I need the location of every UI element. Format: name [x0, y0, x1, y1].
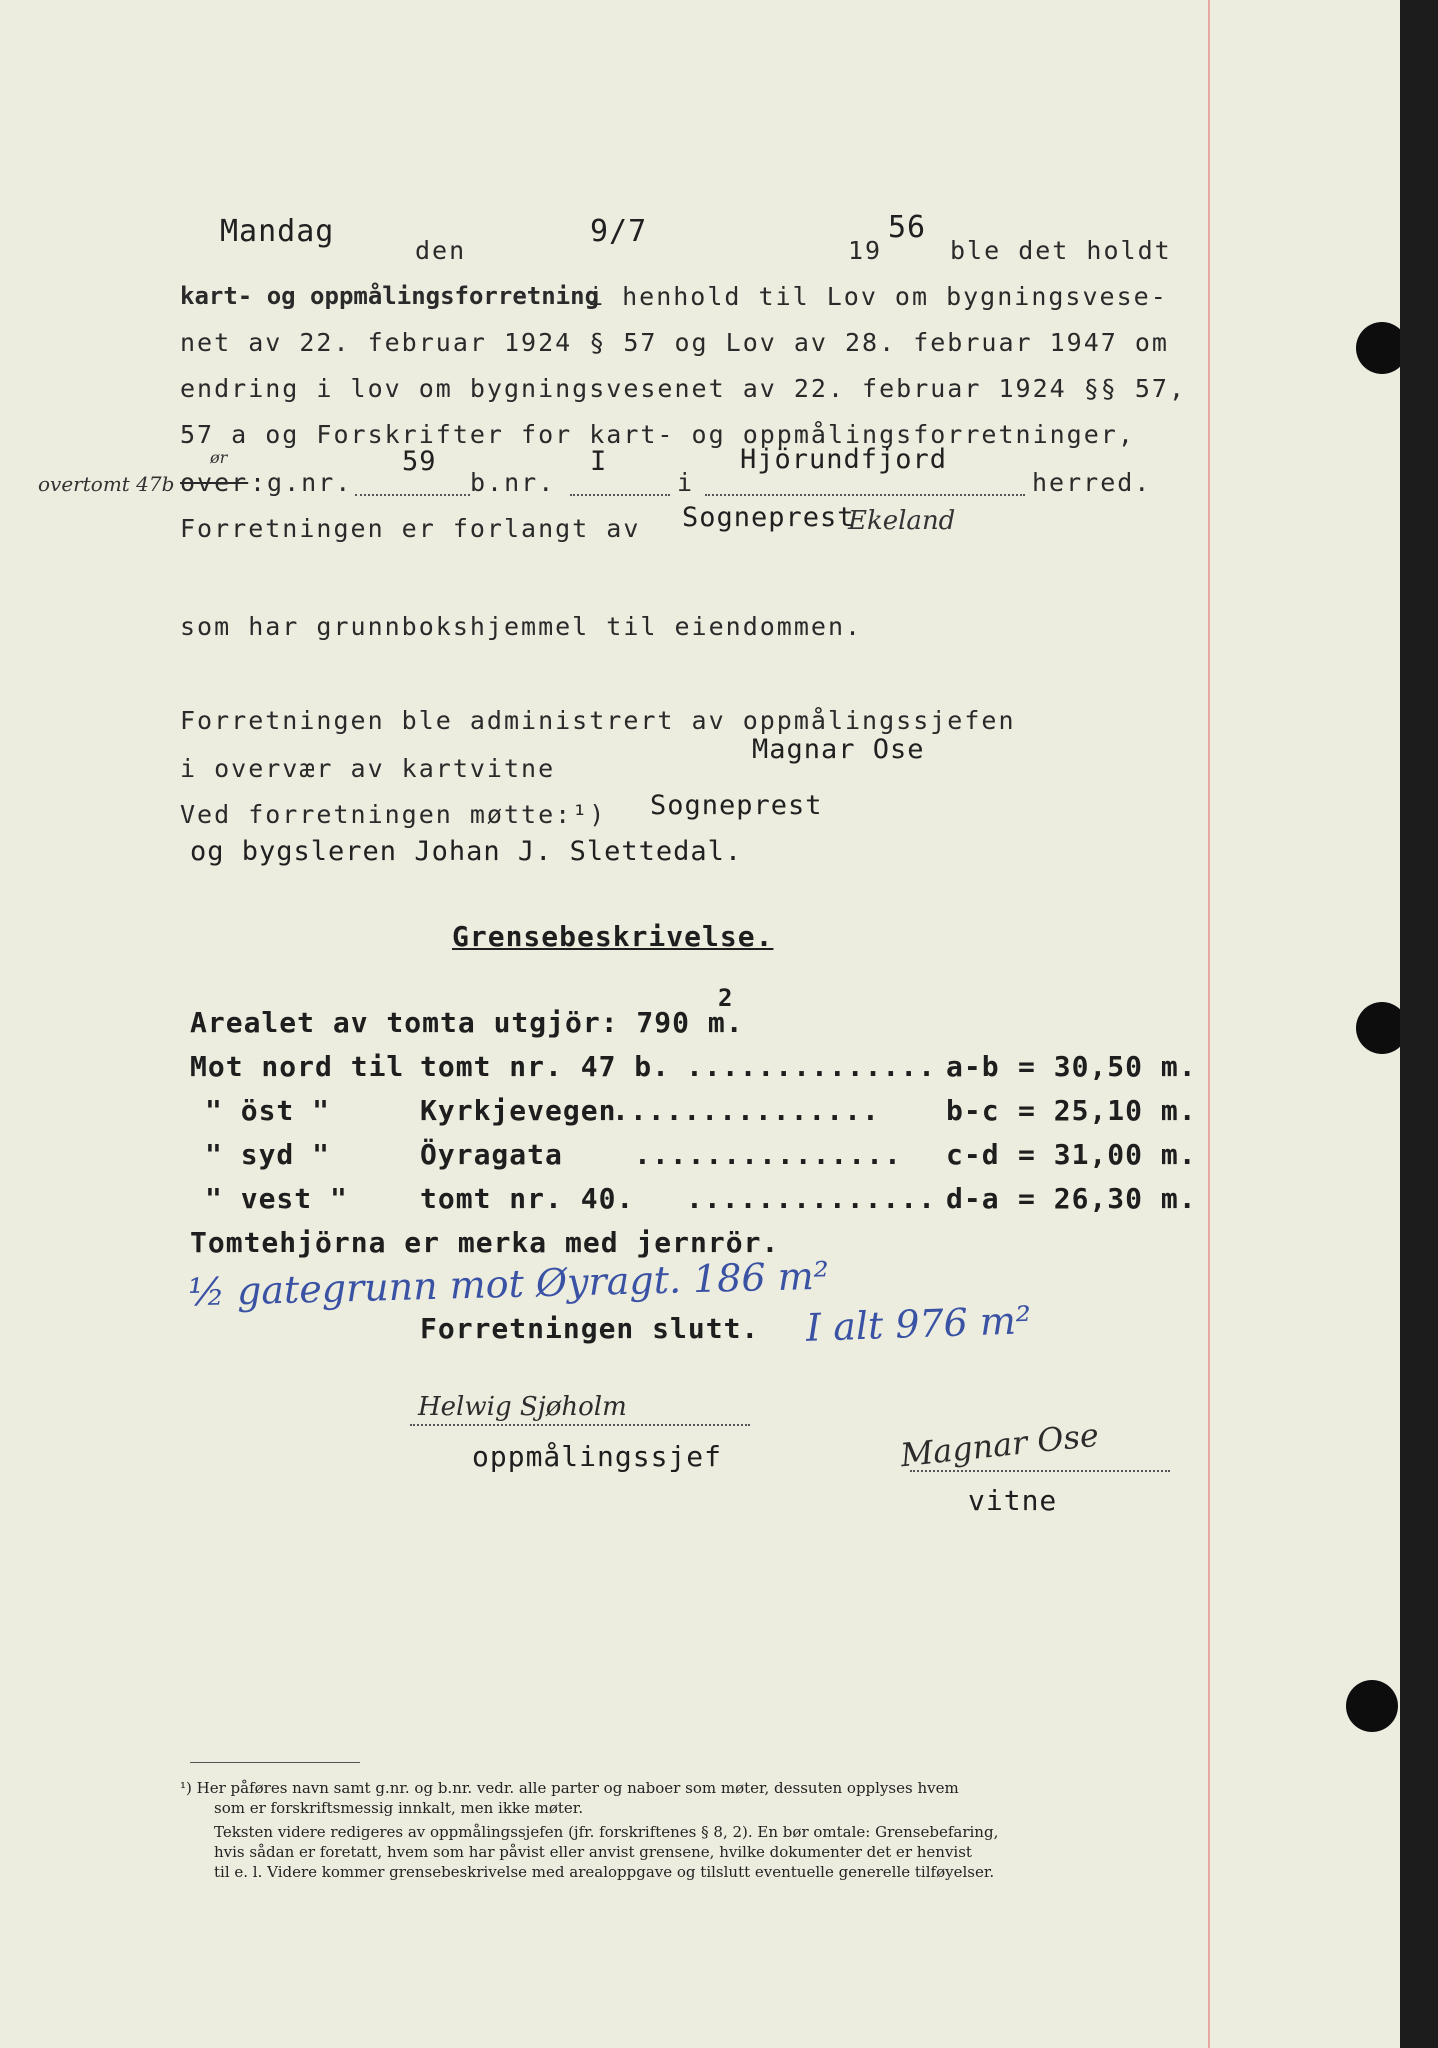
body-line: 57 a og Forskrifter for kart- og oppmålingsforretninger, [180, 420, 1135, 449]
grense-dots: .............. [686, 1050, 937, 1083]
den-label: den [415, 236, 467, 265]
grense-dots: ............... [634, 1138, 902, 1171]
ble-det-holdt: ble det holdt [950, 236, 1172, 265]
date: 9/7 [590, 214, 648, 249]
grense-desc: tomt nr. 40. [420, 1182, 635, 1215]
hand-total: I alt 976 m² [805, 1298, 1032, 1350]
margin-rule [1208, 0, 1210, 2048]
punch-hole [1356, 322, 1400, 374]
herred-label: herred. [1032, 468, 1152, 497]
kommune: Hjörundfjord [740, 444, 948, 475]
footnote-line: hvis sådan er foretatt, hvem som har påvist eller anvist grensene, hvilke dokumenter det er henvist [214, 1843, 972, 1861]
weekday: Mandag [220, 214, 335, 249]
kommune-dots [705, 494, 1025, 496]
punch-hole [1356, 1002, 1400, 1054]
year-suffix: 56 [888, 210, 927, 245]
grense-desc: tomt nr. 47 b. [420, 1050, 671, 1083]
left-sig-dots [410, 1424, 750, 1426]
grunnbok-line: som har grunnbokshjemmel til eiendommen. [180, 612, 863, 641]
gnr-value: 59 [402, 446, 437, 477]
requested-hand: Ekeland [848, 506, 956, 536]
witness-name: Magnar Ose [752, 734, 925, 765]
admin-line2: i overvær av kartvitne [180, 754, 556, 783]
year-prefix: 19 [848, 236, 883, 265]
bnr-label: b.nr. [470, 468, 556, 497]
requested-label: Forretningen er forlangt av [180, 514, 641, 543]
closing-line: Forretningen slutt. [420, 1312, 760, 1345]
punch-hole [1346, 1680, 1398, 1732]
footnote-line: Teksten videre redigeres av oppmålingssjefen (jfr. forskriftenes § 8, 2). En bør omtale: Grensebefaring, [214, 1823, 999, 1841]
right-signature: Magnar Ose [898, 1415, 1101, 1475]
grense-heading: Grensebeskrivelse. [452, 920, 774, 953]
requested-value: Sogneprest [682, 502, 855, 533]
gnr-dots [355, 494, 470, 496]
body-line: net av 22. februar 1924 § 57 og Lov av 28. februar 1947 om [180, 328, 1169, 357]
footnote-rule [190, 1762, 360, 1763]
corners-line: Tomtehjörna er merka med jernrör. [190, 1226, 780, 1259]
hand-gategrunn: ½ gategrunn mot Øyragt. 186 m² [187, 1253, 830, 1315]
bnr-dots [570, 494, 670, 496]
left-title: oppmålingssjef [472, 1440, 723, 1473]
grense-len: = 31,00 m. [1018, 1138, 1197, 1171]
admin-line1: Forretningen ble administrert av oppmålingssjefen [180, 706, 1016, 735]
left-signature: Helwig Sjøholm [418, 1392, 627, 1422]
title-bold: kart- og oppmålingsforretning [180, 282, 600, 310]
over-insert: ør [210, 448, 228, 467]
body-line: endring i lov om bygningsvesenet av 22. februar 1924 §§ 57, [180, 374, 1187, 403]
grense-dir: Mot nord til [190, 1050, 405, 1083]
grense-dots: .............. [686, 1182, 937, 1215]
grense-dir: " vest " [205, 1182, 348, 1215]
grense-seg: b-c [946, 1094, 1000, 1127]
margin-note: overtomt 47b [38, 472, 175, 496]
attendee: Sogneprest [650, 790, 823, 821]
grense-len: = 25,10 m. [1018, 1094, 1197, 1127]
footnote-line: til e. l. Videre kommer grensebeskrivelse med arealoppgave og tilslutt eventuelle generelle tilføyelser. [214, 1863, 995, 1881]
footnote-line: som er forskriftsmessig innkalt, men ikke møter. [214, 1799, 584, 1817]
grense-dir: " öst " [205, 1094, 331, 1127]
grense-seg: a-b [946, 1050, 1000, 1083]
grense-dots: ............... [612, 1094, 880, 1127]
right-sig-dots [910, 1470, 1170, 1472]
right-title: vitne [968, 1484, 1058, 1517]
gnr-label: :g.nr. [250, 468, 353, 497]
area-sup: 2 [718, 984, 734, 1012]
admin-line3: Ved forretningen møtte:¹) [180, 800, 607, 829]
grense-desc: Kyrkjevegen [420, 1094, 617, 1127]
grense-dir: " syd " [205, 1138, 331, 1171]
bnr-value: I [590, 446, 608, 477]
grense-len: = 26,30 m. [1018, 1182, 1197, 1215]
grense-seg: c-d [946, 1138, 1000, 1171]
i-label: i [677, 468, 695, 497]
grense-seg: d-a [946, 1182, 1000, 1215]
attendee2: og bygsleren Johan J. Slettedal. [190, 836, 743, 867]
footnote-line: ¹) Her påføres navn samt g.nr. og b.nr. vedr. alle parter og naboer som møter, dessuten opplyses hvem [180, 1779, 959, 1797]
grense-len: = 30,50 m. [1018, 1050, 1197, 1083]
grense-desc: Öyragata [420, 1138, 563, 1171]
over-struck: over [180, 468, 249, 497]
area-line: Arealet av tomta utgjör: 790 m. [190, 1006, 744, 1039]
body-line: i henhold til Lov om bygningsvese- [588, 282, 1168, 311]
